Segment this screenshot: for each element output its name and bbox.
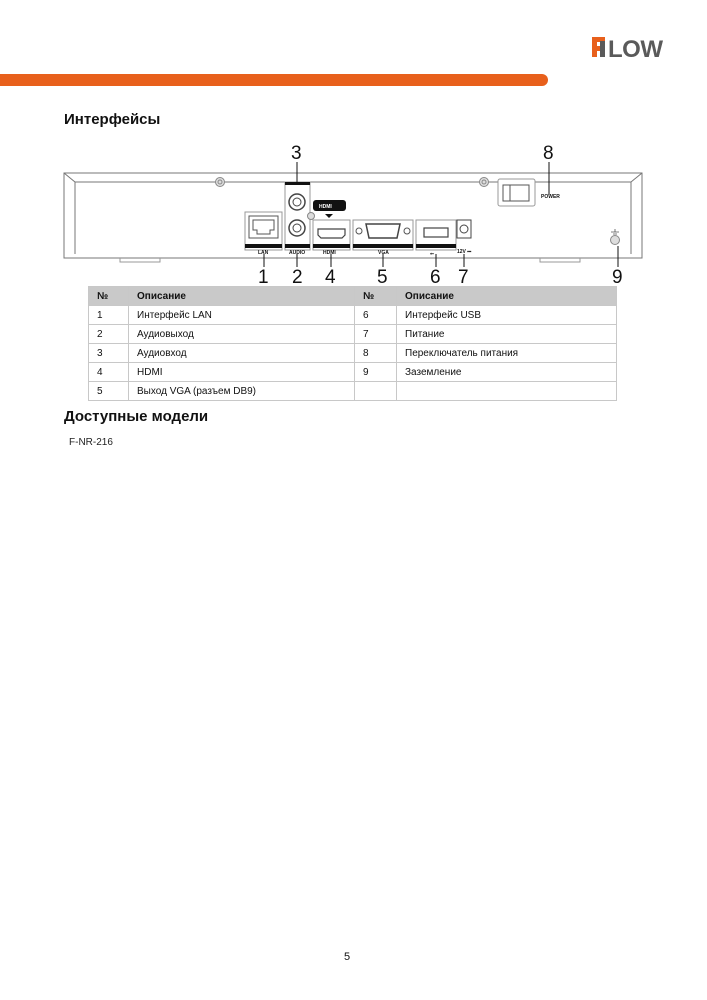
header-accent-bar (0, 74, 548, 86)
cell-description (397, 382, 617, 401)
table-row (89, 363, 617, 382)
cell-number: 3 (89, 344, 129, 363)
rear-panel-diagram (60, 140, 650, 285)
callout-5: 5 (377, 267, 388, 285)
model-name: F-NR-216 (69, 437, 113, 448)
header-description: Описание (397, 287, 617, 306)
power-switch-label: POWER (541, 194, 560, 200)
section-title-interfaces: Интерфейсы (64, 111, 161, 128)
callout-8: 8 (543, 143, 554, 164)
flow-logo (592, 34, 676, 60)
cell-description: Питание (397, 325, 617, 344)
power-switch-icon (498, 179, 560, 206)
cell-number (355, 382, 397, 401)
section-title-models: Доступные модели (64, 408, 209, 425)
cell-description: Интерфейс LAN (129, 306, 355, 325)
cell-number: 9 (355, 363, 397, 382)
table-row (89, 382, 617, 401)
callout-2: 2 (292, 267, 303, 285)
cell-description: Интерфейс USB (397, 306, 617, 325)
power-dc-label: 12V ⎓ (457, 249, 472, 255)
page-number: 5 (344, 951, 351, 963)
callout-leader-lines (264, 162, 618, 267)
callout-1: 1 (258, 267, 269, 285)
cell-number: 2 (89, 325, 129, 344)
header-description: Описание (129, 287, 355, 306)
cell-number: 1 (89, 306, 129, 325)
cell-description: Выход VGA (разъем DB9) (129, 382, 355, 401)
audio-label: AUDIO (289, 250, 306, 256)
callout-3: 3 (291, 143, 302, 164)
vga-label: VGA (378, 250, 389, 256)
hdmi-port-icon (313, 200, 350, 256)
cell-description: Аудиовход (129, 344, 355, 363)
table-row (89, 306, 617, 325)
callout-6: 6 (430, 267, 441, 285)
cell-number: 4 (89, 363, 129, 382)
cell-number: 6 (355, 306, 397, 325)
header-number: № (89, 287, 129, 306)
callout-4: 4 (325, 267, 336, 285)
lan-label: LAN (258, 250, 269, 256)
vga-port-icon (353, 220, 413, 256)
hdmi-badge: HDMI (319, 204, 332, 210)
callout-7: 7 (458, 267, 469, 285)
table-row (89, 344, 617, 363)
screw-icon (216, 178, 225, 187)
table-header-row (89, 287, 617, 306)
cell-number: 5 (89, 382, 129, 401)
ground-terminal-icon (611, 229, 620, 245)
cell-number: 8 (355, 344, 397, 363)
cell-description: Аудиовыход (129, 325, 355, 344)
header-number: № (355, 287, 397, 306)
lan-port-icon (245, 212, 282, 256)
table-row (89, 325, 617, 344)
cell-description: HDMI (129, 363, 355, 382)
svg-text:LOW: LOW (608, 36, 663, 60)
cell-number: 7 (355, 325, 397, 344)
interfaces-table (88, 286, 617, 401)
usb-label: ⭠ (430, 251, 435, 257)
usb-port-icon (416, 220, 456, 257)
callout-9: 9 (612, 267, 623, 285)
dc-power-port-icon (457, 220, 471, 255)
cell-description: Переключатель питания (397, 344, 617, 363)
cell-description: Заземление (397, 363, 617, 382)
audio-ports-icon (285, 182, 315, 256)
hdmi-label: HDMI (323, 250, 336, 256)
screw-icon (480, 178, 489, 187)
